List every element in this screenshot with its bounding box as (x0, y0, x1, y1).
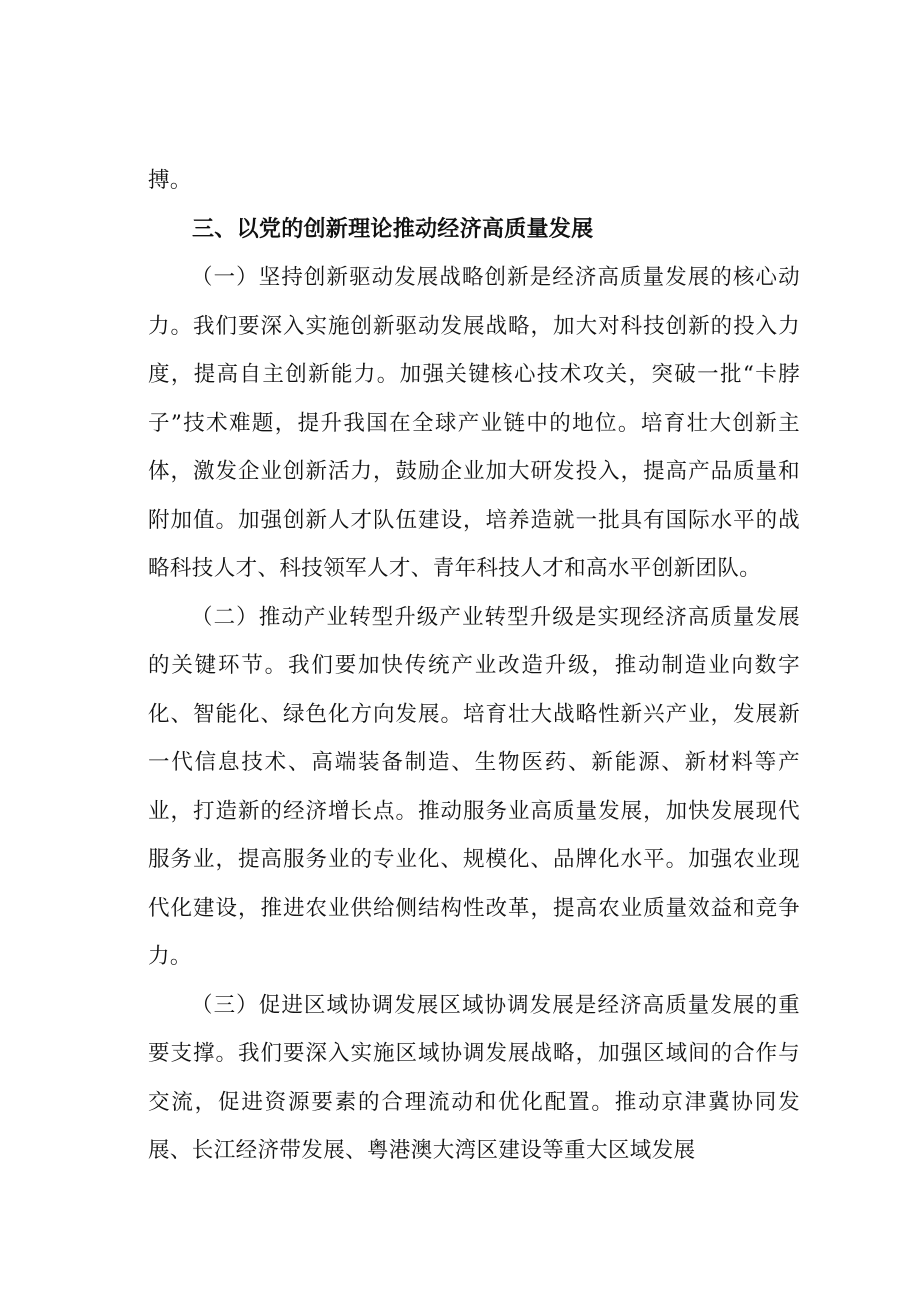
section-heading: 三、以党的创新理论推动经济高质量发展 (192, 216, 594, 242)
paragraph-innovation: （一）坚持创新驱动发展战略创新是经济高质量发展的核心动力。我们要深入实施创新驱动发展战略，加大对科技创新的投入力度，提高自主创新能力。加强关键核心技术攻关，突破一批“卡脖子”技术难题，提升我国在全球产业链中的地位。培育壮大创新主体，激发企业创新活力，鼓励企业加大研发投入，提高产品质量和附加值。加强创新人才队伍建设，培养造就一批具有国际水平的战略科技人才、科技领军人才、青年科技人才和高水平创新团队。 (148, 265, 800, 581)
paragraph-continuation: 搏。 (148, 168, 192, 193)
paragraph-regional: （三）促进区域协调发展区域协调发展是经济高质量发展的重要支撑。我们要深入实施区域协调发展战略，加强区域间的合作与交流，促进资源要素的合理流动和优化配置。推动京津冀协同发展、长江经济带发展、粤港澳大湾区建设等重大区域发展 (148, 992, 800, 1163)
document-body (148, 157, 800, 1176)
paragraph-industry: （二）推动产业转型升级产业转型升级是实现经济高质量发展的关键环节。我们要加快传统产业改造升级，推动制造业向数字化、智能化、绿色化方向发展。培育壮大战略性新兴产业，发展新一代信息技术、高端装备制造、生物医药、新能源、新材料等产业，打造新的经济增长点。推动服务业高质量发展，加快发展现代服务业，提高服务业的专业化、规模化、品牌化水平。加强农业现代化建设，推进农业供给侧结构性改革，提高农业质量效益和竞争力。 (148, 604, 800, 969)
